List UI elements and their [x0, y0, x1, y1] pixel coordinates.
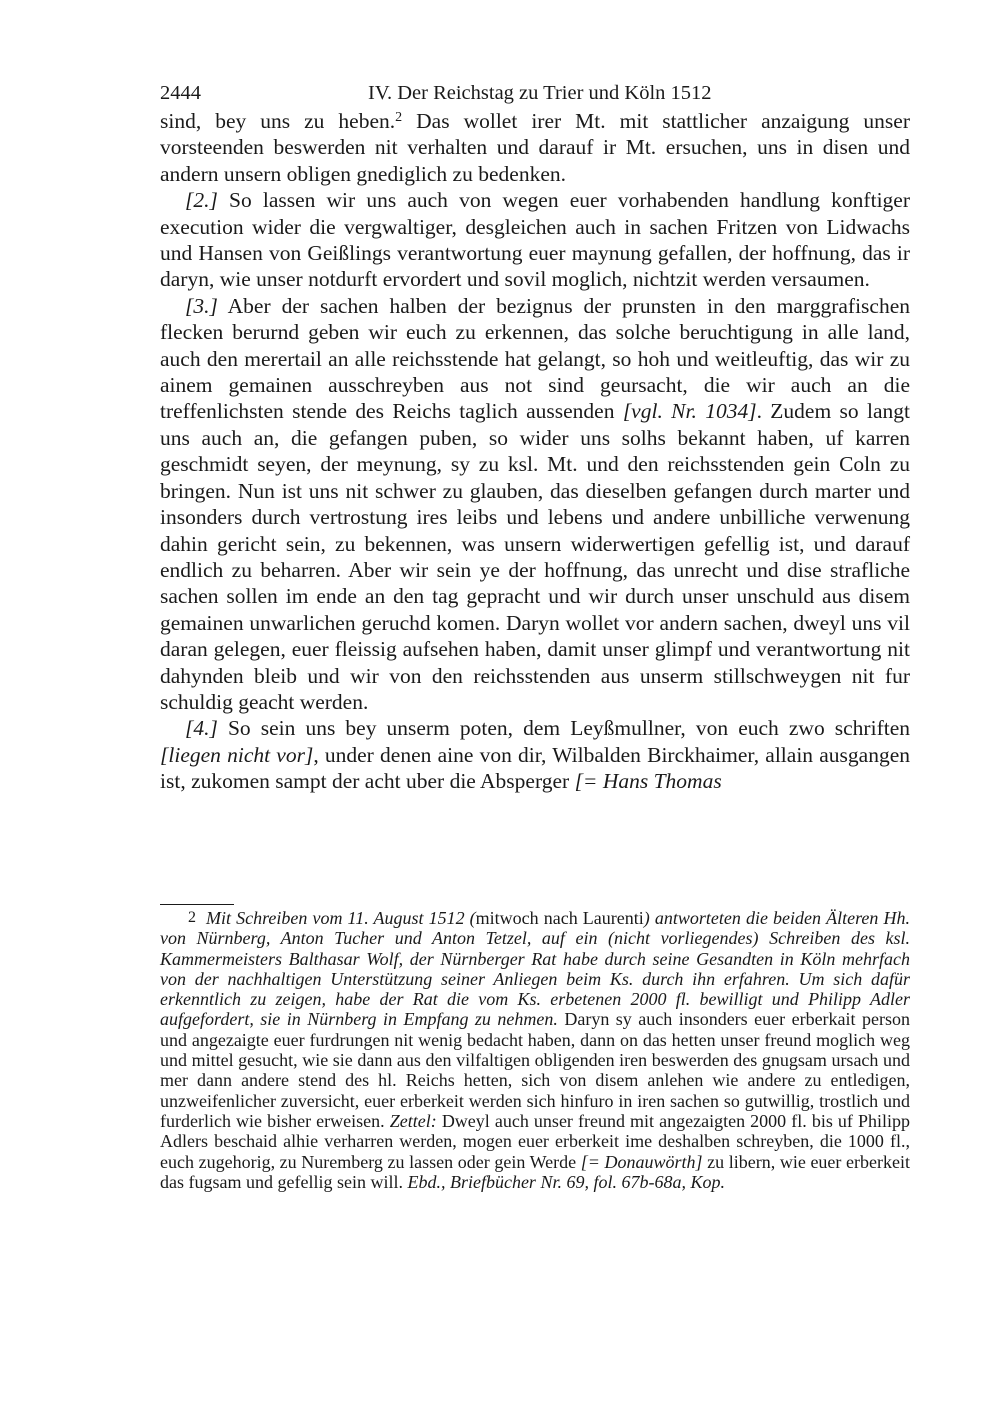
paragraph-3 — [160, 293, 910, 716]
footnote-text — [160, 908, 910, 1192]
text-run: Mit Schreiben vom 11. August 1512 ( — [206, 908, 476, 928]
editorial-reference: [vgl. Nr. 1034] — [622, 399, 757, 424]
text-run: sind, bey uns zu heben. — [160, 109, 396, 133]
footnote-2 — [160, 908, 910, 1192]
section-number: [4.] — [185, 716, 218, 741]
paragraph-1 — [160, 108, 910, 187]
main-text — [160, 108, 910, 795]
text-run: So lassen wir uns auch von wegen euer vorhabenden handlung konftiger execution wider die vergwaltiger, desgleichen auch in sachen Fritzen von Lidwachs und Hansen von Geißlings verantwortung euer maynung gefallen, der hoffnung, das ir daryn, wie unser notdurft ervordert und sovil moglich, nichtzit werden versaumen. — [160, 188, 910, 292]
text-run: . Zudem so langt uns auch an, die gefangen puben, so wider uns solhs bekannt haben, uf karren geschmidt seyen, der meynung, sy zu ksl. Mt. und den reichsstenden gein Coln zu bringen. Nun ist uns nit schwer zu glauben, das dieselben gefangen durch marter und insonders durch vertrostung ires leibs und lebens und andere unbilliche verwenung dahin gericht sein, zu bekennen, was unsern widerwertigen gefellig ist, und darauf endlich zu beharren. Aber wir sein ye der hoffnung, das unrecht und dise strafliche sachen sollen im ende an den tag gepracht und wir durch unser unschuld aus disem gemainen unwarlichen geruchd komen. Daryn wollet vor andern sachen, dweyl uns vil daran gelegen, euer fleissig aufsehen haben, damit unser glimpf und verantwortung nit dahynden bleib und wir von den reichsstenden aus unserm stillschweygen nit fur schuldig geacht werden. — [160, 399, 910, 714]
text-run: So sein uns bey unserm poten, dem Leyßmullner, von euch zwo schriften — [217, 716, 910, 741]
source-citation: Ebd., Briefbücher Nr. 69, fol. 67b-68a, Kop. — [407, 1171, 725, 1192]
editorial-note: [liegen nicht vor] — [160, 742, 314, 767]
page-number: 2444 — [160, 82, 201, 104]
text-run: Das wollet irer Mt. mit stattlicher anzaigung unser vorsteenden beswerden nit verhalten und darauf ir Mt. ersuchen, uns in disen und andern unsern obligen gnediglich zu bedenken. — [160, 109, 910, 186]
running-title: IV. Der Reichstag zu Trier und Köln 1512 — [368, 82, 712, 104]
text-run: [= Donauwörth] — [580, 1151, 703, 1172]
paragraph-4 — [160, 715, 910, 794]
text-run: ) antworteten die beiden Älteren Hh. von Nürnberg, Anton Tucher und Anton Tetzel, auf ein (nicht vorliegendes) Schreiben des ksl. Kammermeisters Balthasar Wolf, der Nürnberger Rat habe durch seine Gesandten in Köln mehrfach von der nachhaltigen Unterstützung seiner Anliegen beim Ks. durch ihn erfahren. Um sich dafür erkenntlich zu zeigen, habe der Rat die vom Ks. erbetenen 2000 fl. bewilligt und Philipp Adler aufgefordert, sie in Nürnberg in Empfang zu nehmen. — [160, 908, 910, 1030]
text-run: Aber der sachen halben der bezignus der prunsten in den marggrafischen flecken berurnd geben wir euch zu erkennen, das solche beruchtigung in alle land, auch den merertail an alle reichsstende hat gelangt, so hoh und weitleuftig, das wir zu ainem gemainen ausschreyben aus not sind geursacht, die wir auch an die treffenlichsten stende des Reichs taglich aussenden — [160, 293, 910, 424]
paragraph-2 — [160, 187, 910, 293]
text-run: Daryn sy auch insonders euer erberkait person und angezaigte euer furdrungen nit wenig bedacht haben, dann on das hetten unser freund moglich weg und mittel gesucht, wie sie dann aus den vilfaltigen obligenden iren beswerden des gnugsam ursach und mer dann andere stend des hl. Reichs hetten, sich von disem anlehen wie andere zu entledigen, unzweifenlicher zuversicht, euer erberkeit werden sich hinfuro in iren sachen so gutwillig, trostlich und furderlich wie bisher erweisen. — [160, 1009, 910, 1131]
footnote-divider — [160, 904, 234, 905]
text-run: mitwoch nach Laurenti — [475, 908, 644, 928]
running-head — [160, 78, 910, 108]
page — [160, 78, 910, 795]
text-run: Dweyl auch unser freund mit angezaigten 2000 fl. bis uf Philipp Adlers beschaid alhie verharren werden, mogen euer erberkeit ime deshalben schreyben, die 1000 fl., euch zugehorig, zu Nuremberg zu lassen oder gein Werde — [160, 1110, 910, 1172]
section-number: [2.] — [185, 188, 218, 213]
section-number: [3.] — [185, 293, 218, 318]
footnote-number: 2 — [188, 909, 196, 926]
text-run: zu libern, wie euer erberkeit das fugsam und gefellig sein will. — [160, 1151, 910, 1192]
editorial-note: [= Hans Thomas — [574, 769, 722, 794]
text-run: Zettel: — [389, 1110, 437, 1131]
text-run: , under denen aine von dir, Wilbalden Birckhaimer, allain ausgangen ist, zukomen sampt der acht uber die Absperger — [160, 742, 910, 794]
footnote-reference[interactable]: 2 — [395, 110, 403, 125]
